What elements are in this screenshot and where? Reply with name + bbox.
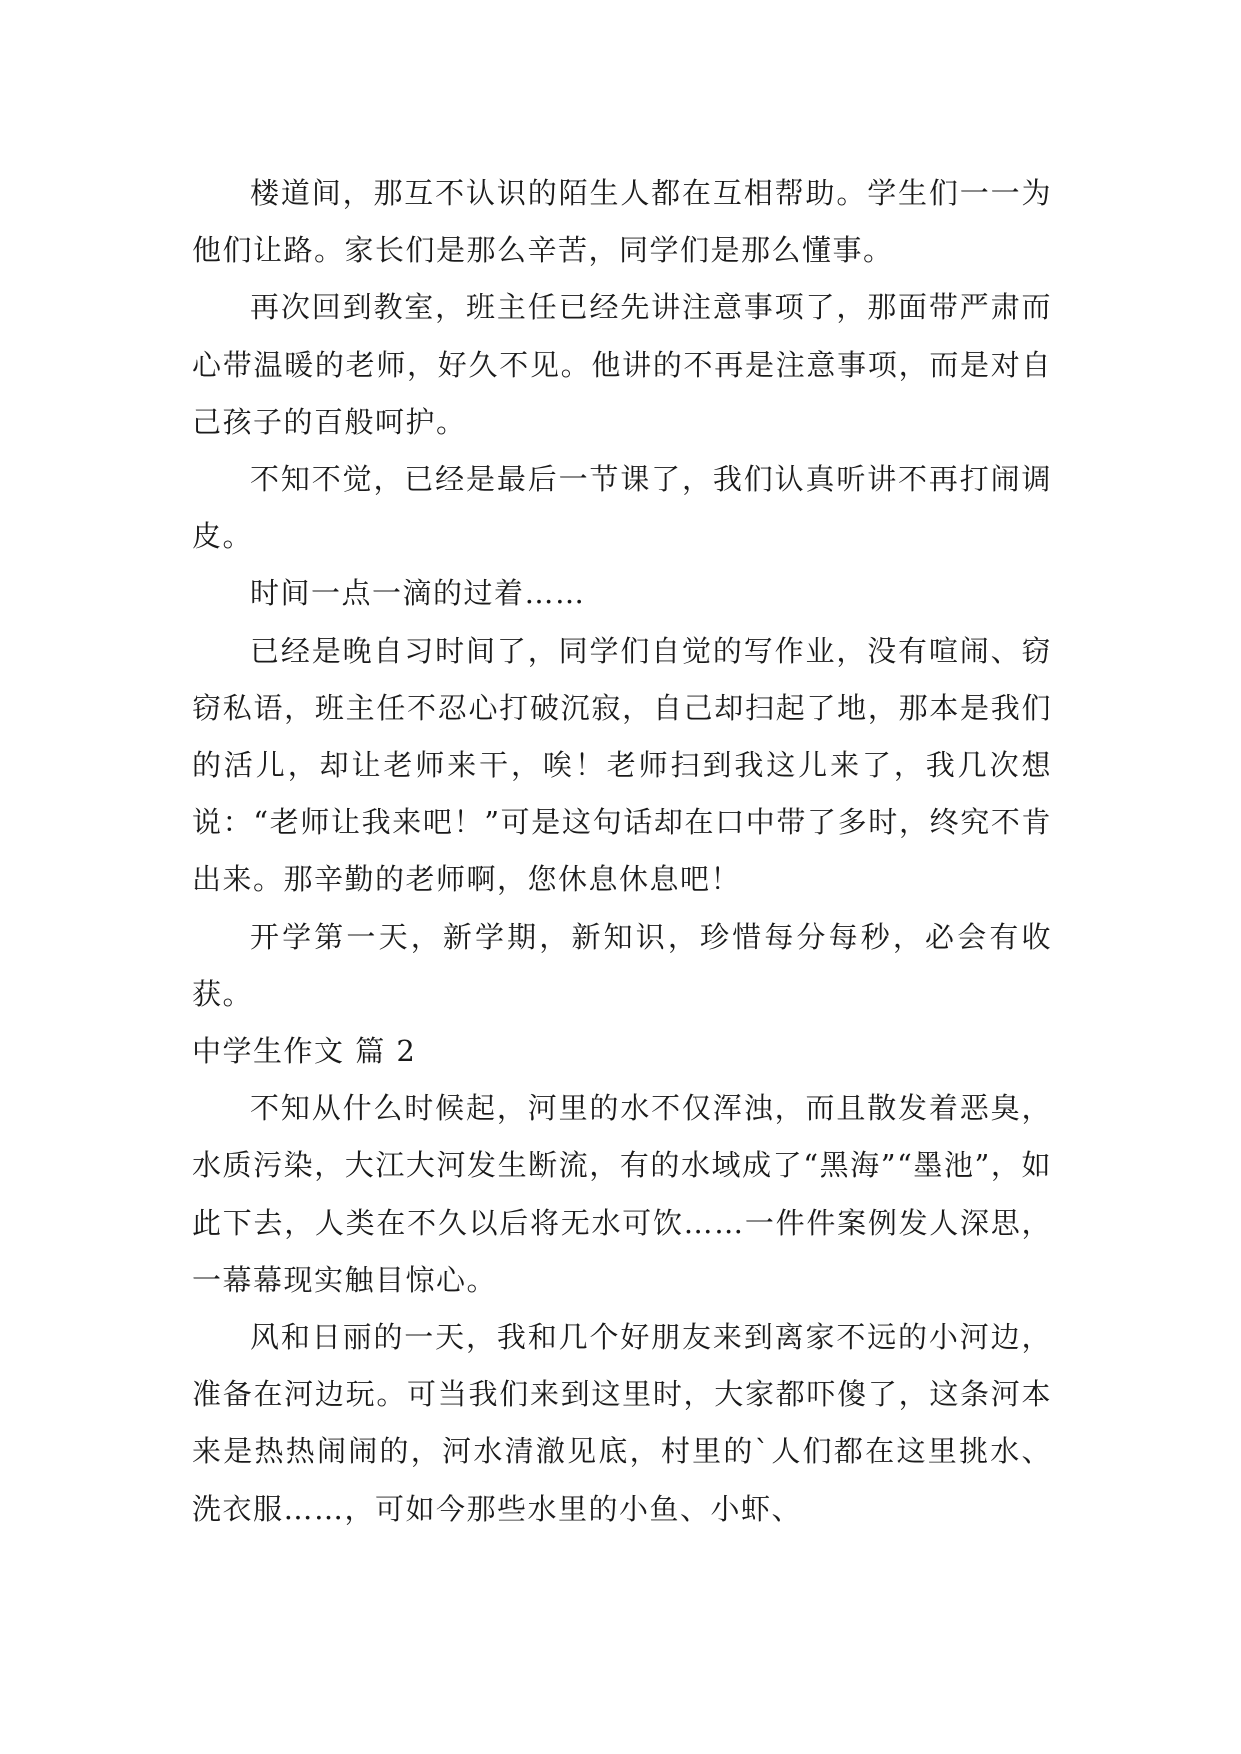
section-heading: 中学生作文 篇 2	[192, 1034, 417, 1069]
paragraph: 开学第一天，新学期，新知识，珍惜每分每秒，必会有收获。	[192, 919, 1052, 1011]
paragraph: 时间一点一滴的过着……	[250, 576, 586, 611]
paragraph: 不知从什么时候起，河里的水不仅浑浊，而且散发着恶臭，水质污染，大江大河发生断流，有的水域成了“黑海”“墨池”，如此下去，人类在不久以后将无水可饮……一件件案例发人深思，一幕幕现实触目惊心。	[192, 1091, 1052, 1297]
document-body	[192, 165, 1052, 1538]
paragraph: 已经是晚自习时间了，同学们自觉的写作业，没有喧闹、窃窃私语，班主任不忍心打破沉寂，自己却扫起了地，那本是我们的活儿，却让老师来干，唉！老师扫到我这儿来了，我几次想说：“老师让我来吧！”可是这句话却在口中带了多时，终究不肯出来。那辛勤的老师啊，您休息休息吧！	[192, 633, 1052, 897]
paragraph: 风和日丽的一天，我和几个好朋友来到离家不远的小河边，准备在河边玩。可当我们来到这里时，大家都吓傻了，这条河本来是热热闹闹的，河水清澈见底，村里的`人们都在这里挑水、洗衣服……，可如今那些水里的小鱼、小虾、	[192, 1320, 1052, 1526]
paragraph: 楼道间，那互不认识的陌生人都在互相帮助。学生们一一为他们让路。家长们是那么辛苦，同学们是那么懂事。	[192, 176, 1052, 268]
paragraph: 不知不觉，已经是最后一节课了，我们认真听讲不再打闹调皮。	[192, 462, 1052, 554]
paragraph: 再次回到教室，班主任已经先讲注意事项了，那面带严肃而心带温暖的老师，好久不见。他讲的不再是注意事项，而是对自己孩子的百般呵护。	[192, 290, 1052, 439]
